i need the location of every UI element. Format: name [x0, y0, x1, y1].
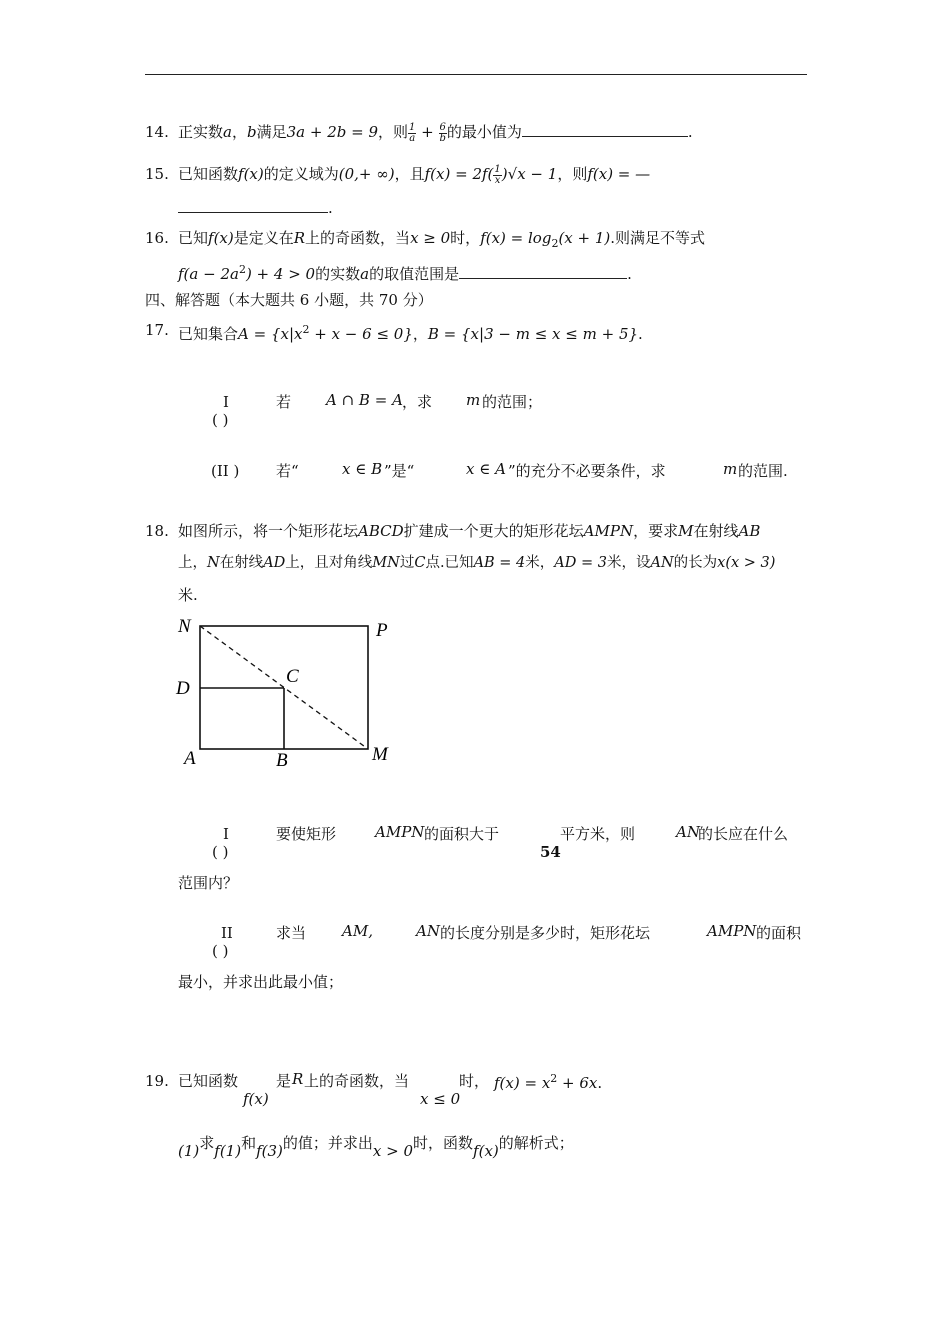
- label-B: B: [276, 750, 288, 771]
- label-P: P: [376, 620, 388, 641]
- answer-blank[interactable]: [522, 122, 688, 137]
- fraction: $\frac{1}{a}$: [409, 121, 416, 144]
- question-number: 14.: [145, 123, 169, 141]
- question-17: 17. 已知集合$A = \{x|x^2 + x - 6 \le 0\}$，B = {x|3 − m ≤ x ≤ m + 5}.: [145, 321, 643, 343]
- answer-blank[interactable]: [178, 198, 328, 213]
- question-15: 15. 已知函数f(x)的定义域为(0,+ ∞)，且f(x) = 2f( $\frac{1}{x}$ )√x − 1，则f(x) = —: [145, 163, 651, 186]
- question-14: 14. 正实数a，b满足3a + 2b = 9，则 $\frac{1}{a}$ + $\frac{6}{b}$ 的最小值为 .: [145, 121, 693, 144]
- label-M: M: [372, 744, 388, 765]
- rectangle-figure: [170, 612, 410, 772]
- question-16: 16. 已知f(x)是定义在R上的奇函数，当x ≥ 0时，$f(x) = \log_2(x + 1)$.则满足不等式: [145, 229, 706, 250]
- label-A: A: [184, 748, 196, 769]
- question-18: 18. 如图所示，将一个矩形花坛ABCD扩建成一个更大的矩形花坛AMPN，要求M在射线AB: [145, 522, 761, 540]
- question-18-line2: 上，N在射线AD上，且对角线MN过C点.已知AB = 4米，AD = 3米，设AN的长为x(x > 3): [178, 555, 776, 571]
- question-15-line2: .: [178, 198, 333, 218]
- label-C: C: [286, 666, 299, 687]
- label-N: N: [178, 616, 191, 637]
- question-number: 19.: [145, 1072, 169, 1090]
- fraction: $\frac{6}{b}$: [439, 121, 446, 144]
- q19-part1: (1)求f(1)和f(3)的值；并求出x > 0时，函数f(x)的解析式；: [178, 1134, 574, 1160]
- question-16-line2: $f(a - 2a^2) + 4 > 0$的实数a的取值范围是 .: [178, 263, 632, 283]
- header-rule: [145, 74, 807, 75]
- question-number: 18.: [145, 522, 169, 540]
- question-number: 15.: [145, 165, 169, 183]
- question-number: 16.: [145, 229, 169, 247]
- label-D: D: [176, 678, 190, 699]
- question-number: 17.: [145, 321, 169, 339]
- section-heading: 四、解答题（本大题共 6 小题，共 70 分）: [145, 291, 433, 309]
- answer-blank[interactable]: [459, 264, 627, 279]
- fraction: $\frac{1}{x}$: [494, 163, 501, 186]
- question-18-line3: 米.: [178, 586, 198, 604]
